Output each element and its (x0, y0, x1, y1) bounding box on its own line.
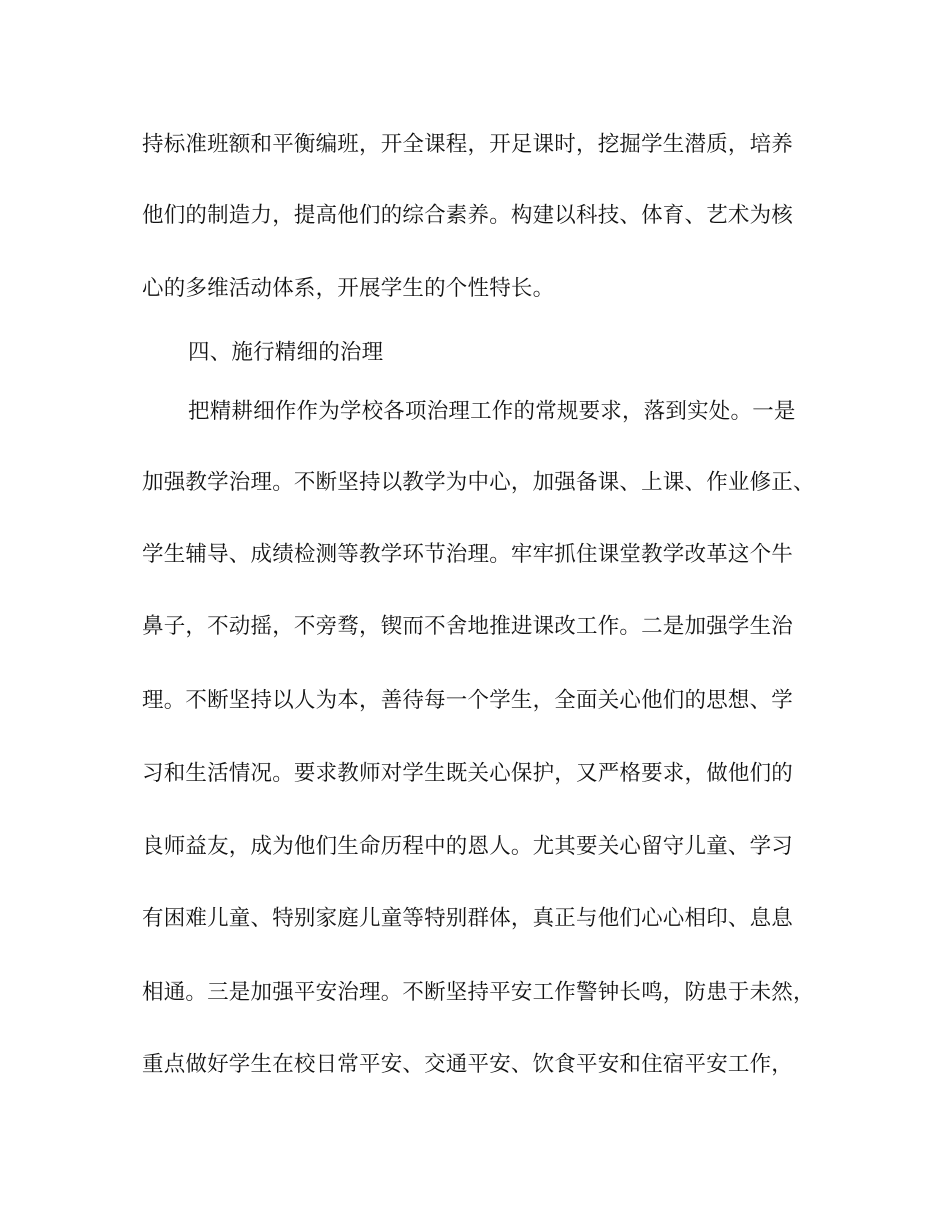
text-line: 鼻子，不动摇，不旁骛，锲而不舍地推进课改工作。二是加强学生治 (142, 614, 794, 639)
text-line: 学生辅导、成绩检测等教学环节治理。牢牢抓住课堂教学改革这个牛 (142, 542, 794, 567)
text-line: 理。不断坚持以人为本，善待每一个学生，全面关心他们的思想、学 (142, 688, 794, 713)
text-line: 他们的制造力，提高他们的综合素养。构建以科技、体育、艺术为核 (142, 203, 794, 228)
text-line: 重点做好学生在校日常平安、交通平安、饮食平安和住宿平安工作， (142, 1052, 794, 1077)
text-line: 有困难儿童、特别家庭儿童等特别群体，真正与他们心心相印、息息 (142, 906, 794, 931)
text-line: 习和生活情况。要求教师对学生既关心保护，又严格要求，做他们的 (142, 761, 794, 786)
text-line: 把精耕细作作为学校各项治理工作的常规要求，落到实处。一是 (188, 399, 796, 424)
text-line: 心的多维活动体系，开展学生的个性特长。 (142, 276, 555, 301)
text-line: 相通。三是加强平安治理。不断坚持平安工作警钟长鸣，防患于未然， (142, 980, 815, 1005)
text-line: 持标准班额和平衡编班，开全课程，开足课时，挖掘学生潜质，培养 (142, 132, 794, 157)
text-line: 良师益友，成为他们生命历程中的恩人。尤其要关心留守儿童、学习 (142, 834, 794, 859)
section-heading: 四、施行精细的治理 (188, 340, 384, 365)
text-line: 加强教学治理。不断坚持以教学为中心，加强备课、上课、作业修正、 (142, 470, 815, 495)
